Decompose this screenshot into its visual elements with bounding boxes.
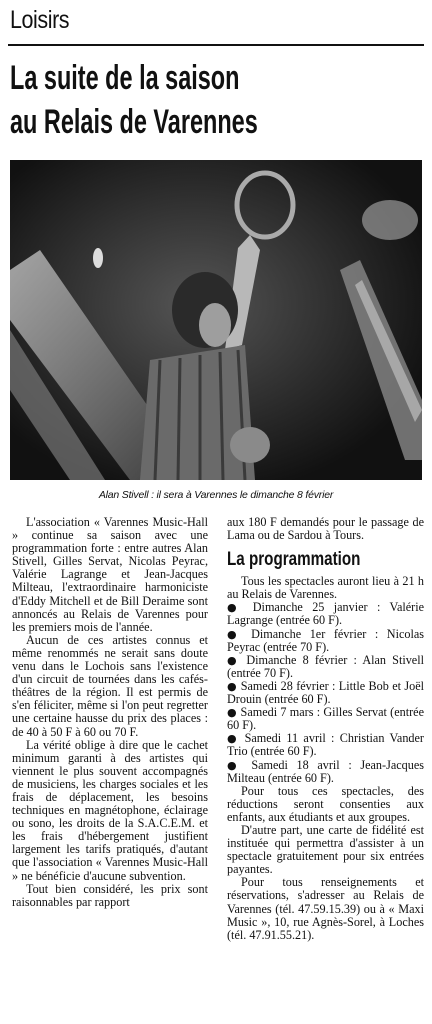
programme-item [227,680,424,706]
paragraph: D'autre part, une carte de fidélité est instituée qui permettra d'assister à un spectacle gratuitement pour six entrées payantes. [227,822,424,877]
paragraph: La vérité oblige à dire que le cachet minimum garanti à des artistes qui viennent le plus souvent accompagnés de musiciens, les charges sociales et les frais de déplacement, les besoins techniques en magnétophone, éclairage ou sono, les droits de la S.A.C.E.M. et les frais d'hébergement justifient largement les tarifs pratiqués, d'autant que l'association « Varennes Music-Hall » ne bénéficie d'aucune subvention. [12,737,208,883]
paragraph-continuation: aux 180 F demandés pour le passage de Lama ou de Sardou à Tours. [227,515,424,543]
programme-item-text: Samedi 11 avril : Christian Vander Trio (entrée 60 F). [227,731,424,759]
bullet-icon: ● [227,601,253,615]
bullet-icon: ● [227,706,241,720]
paragraph: L'association « Varennes Music-Hall » continue sa saison avec une programmation forte : entre autres Alan Stivell, Gilles Servat, Nicolas Peyrac, Valérie Lagrange et Jean-Jacques Milteau, l'extraordinaire harmoniciste d'Eddy Mitchell et de Bill Deraime sont annoncés au Relais de Varennes pour les premiers mois de l'année. [12,515,208,634]
bullet-icon: ● [227,758,252,772]
paragraph: Tout bien considéré, les prix sont raisonnables par rapport [12,881,208,909]
article-column-right [227,516,424,942]
photo-caption: Alan Stivell : il sera à Varennes le dimanche 8 février [98,489,334,501]
programme-item-text: Samedi 7 mars : Gilles Servat (entrée 60 F). [227,705,424,733]
programme-intro: Tous les spectacles auront lieu à 21 h au Relais de Varennes. [227,574,424,602]
bullet-icon: ● [227,653,247,667]
programme-item [227,706,424,732]
programme-item-text: Samedi 18 avril : Jean-Jacques Milteau (entrée 60 F). [227,757,424,785]
programme-item-text: Dimanche 25 janvier : Valérie Lagrange (entrée 60 F). [227,600,424,628]
article-column-left [12,516,208,909]
bullet-icon: ● [227,732,245,746]
bullet-icon: ● [227,627,252,641]
subheading-programmation: La programmation [227,549,361,571]
paragraph: Pour tous renseignements et réservations, s'adresser au Relais de Varennes (tél. 47.59.15.39) ou à « Maxi Music », 10, rue Agnès-Sorel, à Loches (tél. 47.91.55.21). [227,875,424,942]
bullet-icon: ● [227,679,241,693]
headline-line-2: au Relais de Varennes [10,103,258,141]
musician-photo-illustration [10,160,422,480]
headline [10,56,355,144]
programme-item-text: Samedi 28 février : Little Bob et Joël Drouin (entrée 60 F). [227,678,424,707]
article-photo [10,160,422,480]
headline-line-1: La suite de la saison [10,59,240,97]
header-rule [8,44,424,46]
section-rubric: Loisirs [10,6,70,34]
paragraph: Aucun de ces artistes connus et même renommés ne serait sans doute venu dans le Lochois sans l'existence d'un circuit de tournées dans les cafés-théâtres de la région. Il est permis de s'en féliciter, même si l'on peut regretter une certaine hausse du prix des places : de 40 à 50 F à 60 ou 70 F. [12,632,208,739]
programme-item [227,628,424,654]
programme-item [227,732,424,758]
programme-item-text: Dimanche 8 février : Alan Stivell (entrée 70 F). [227,652,424,680]
programme-item [227,759,424,785]
paragraph: Pour tous ces spectacles, des réductions seront consenties aux enfants, aux étudiants et aux groupes. [227,783,424,824]
programme-item [227,601,424,627]
programme-item [227,654,424,680]
programme-item-text: Dimanche 1er février : Nicolas Peyrac (entrée 70 F). [227,626,424,654]
